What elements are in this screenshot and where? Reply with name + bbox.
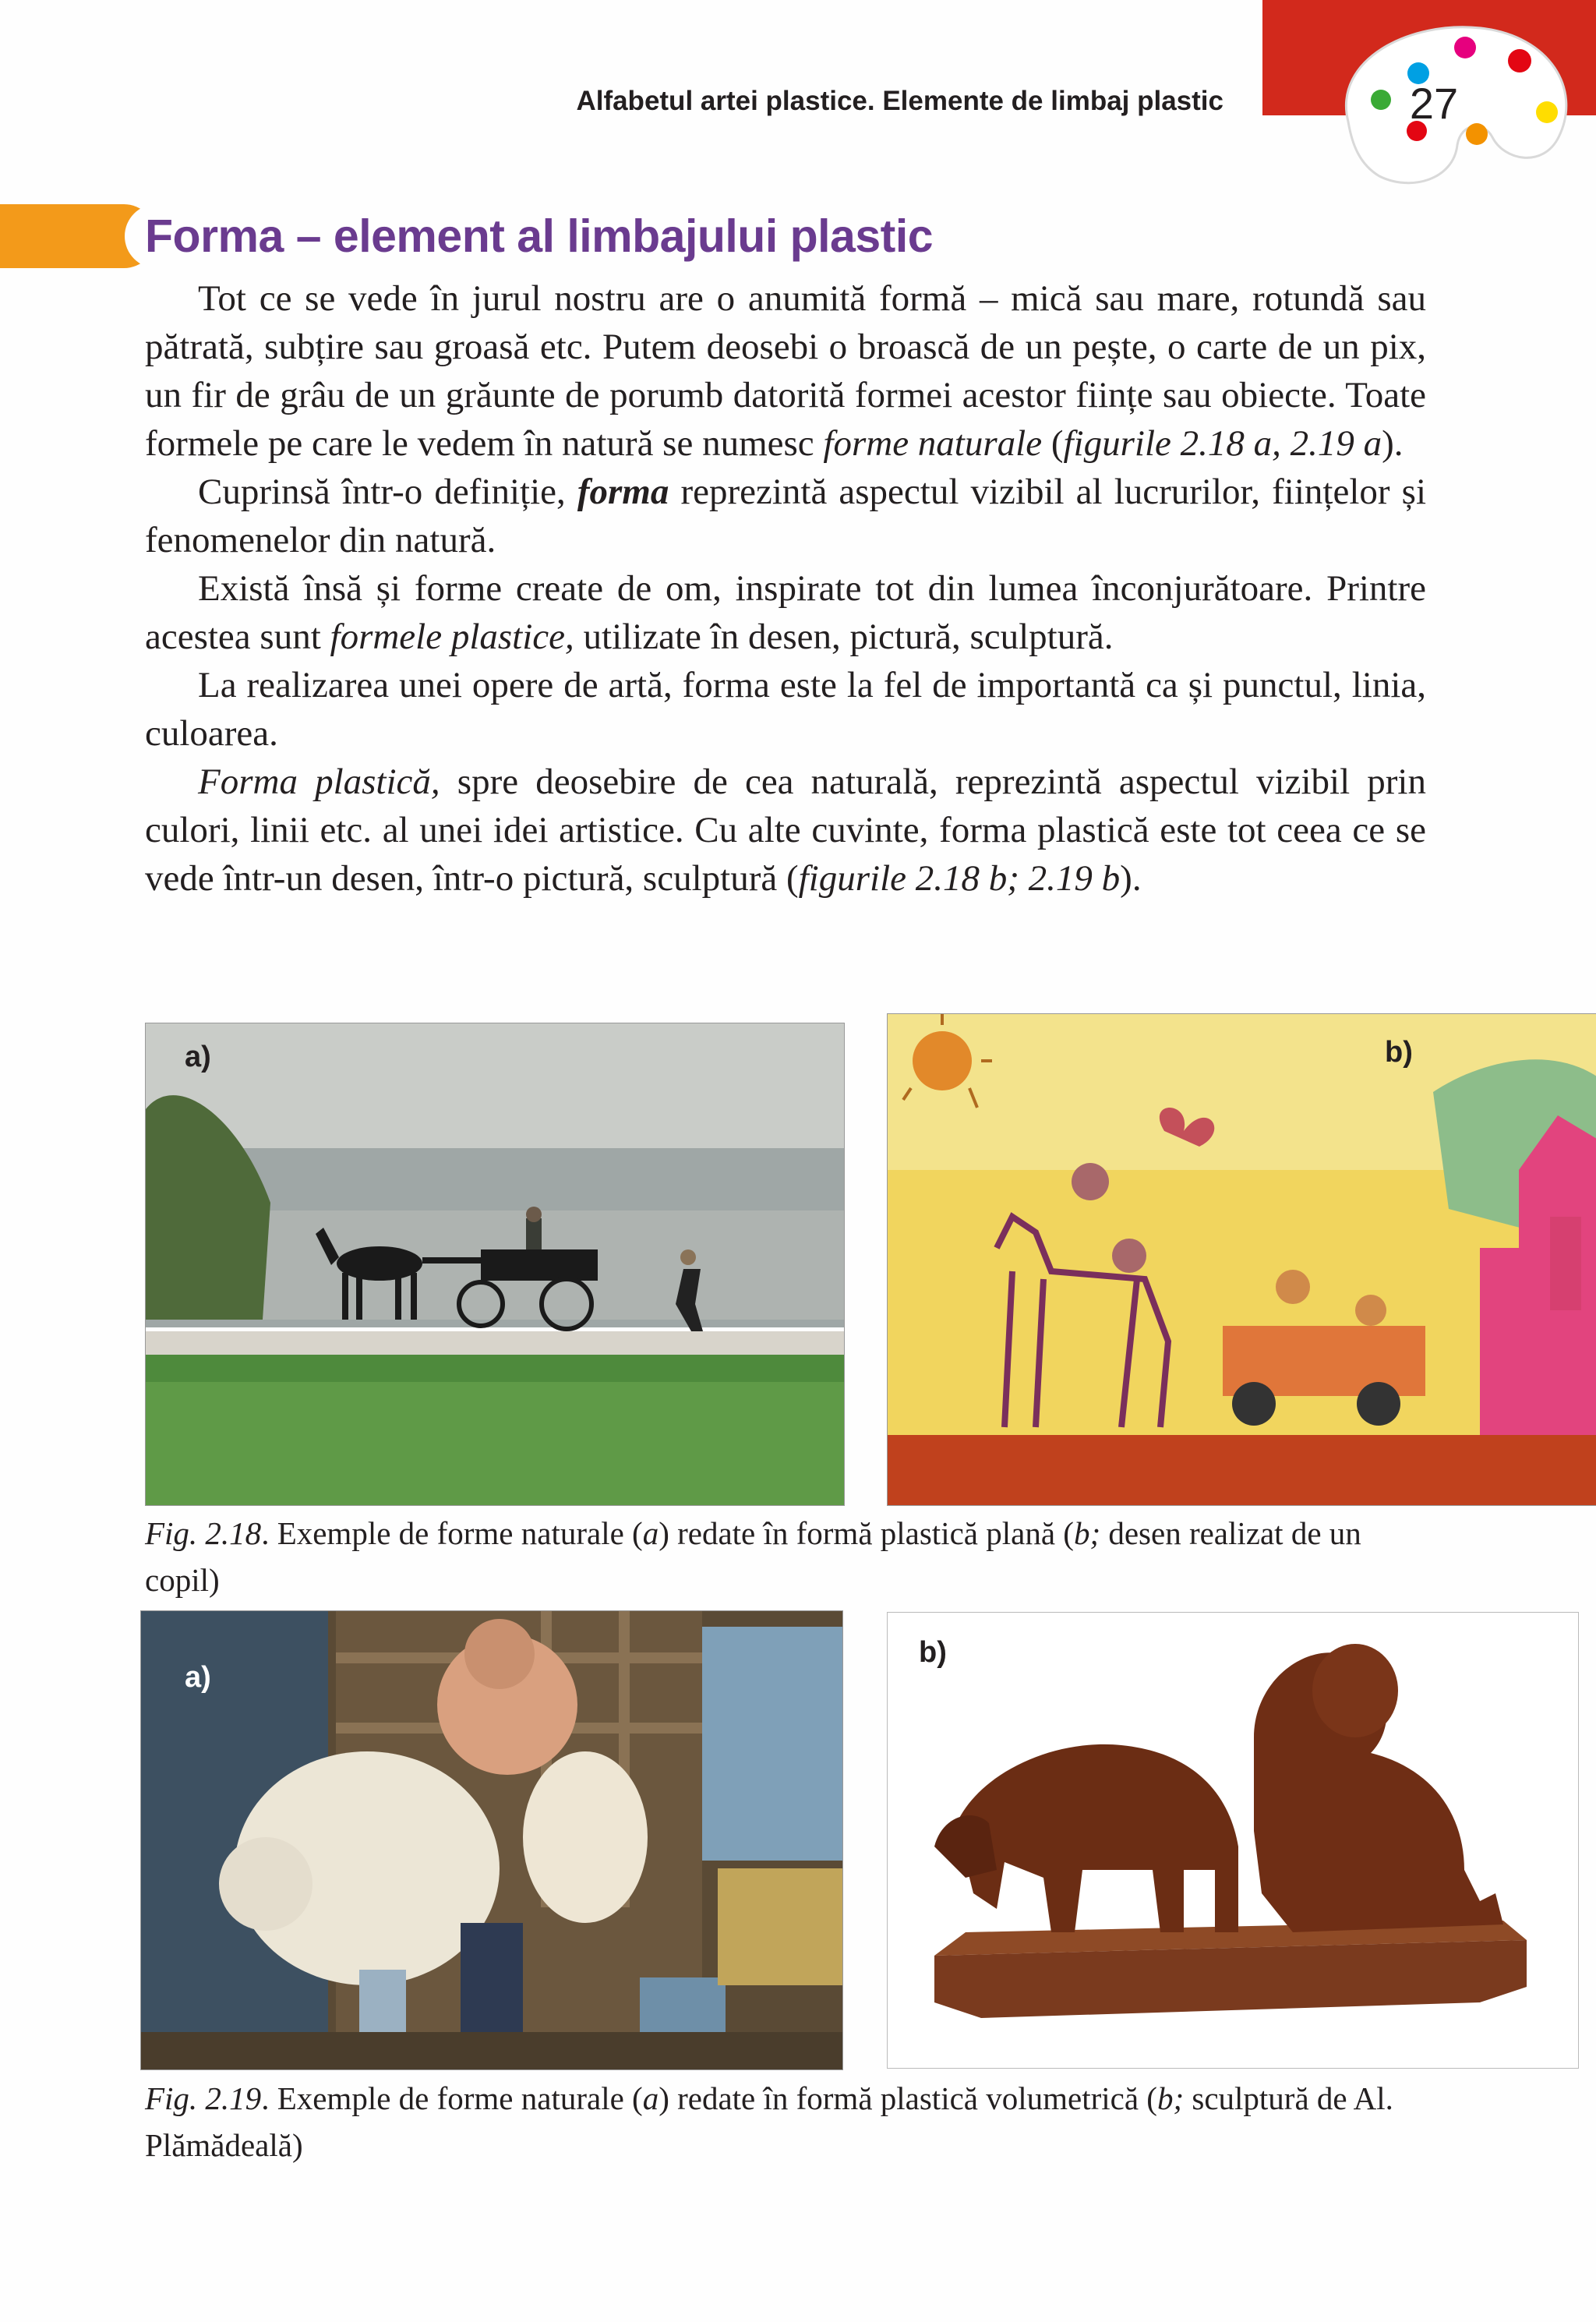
figure-caption: Fig. 2.18. Exemple de forme naturale (a) redate în formă plastică plană (b; desen realizat de un copil)	[145, 1515, 1361, 1598]
paragraph: Cuprinsă într-o definiție, forma reprezintă aspectul vizibil al lucrurilor, ființelor și fenomenelor din natură.	[145, 472, 1426, 560]
paragraph: La realizarea unei opere de artă, forma este la fel de importantă ca și punctul, linia, culoarea.	[145, 665, 1426, 754]
figure-label: a)	[185, 1661, 211, 1694]
chapter-title: Alfabetul artei plastice. Elemente de limbaj plastic	[576, 86, 1223, 116]
photo-sheep-milking	[140, 1610, 843, 2070]
figure-label: b)	[1385, 1036, 1413, 1069]
section-title: Forma – element al limbajului plastic	[145, 210, 934, 262]
child-drawing	[887, 1013, 1596, 1506]
palette-dot	[1508, 49, 1531, 72]
wooden-sculpture	[887, 1612, 1579, 2069]
paragraph: Tot ce se vede în jurul nostru are o anumită formă – mică sau mare, rotundă sau pătrată, subțire sau groasă etc. Putem deosebi o broască de un pește, o carte de un pix, un fir de grâu de un grăunte de porumb datorită formei acestor ființe sau obiecte. Toate formele pe care le vedem în natură se numesc forme naturale (figurile 2.18 a, 2.19 a).	[145, 278, 1426, 464]
page-number: 27	[1409, 79, 1459, 128]
paragraph: Forma plastică, spre deosebire de cea naturală, reprezintă aspectul vizibil prin culori, linii etc. al unei idei artistice. Cu alte cuvinte, forma plastică este tot ceea ce se vede într-un desen, într-o pictură, sculptură (figurile 2.18 b; 2.19 b).	[145, 762, 1426, 899]
body-text	[145, 274, 1426, 903]
figure-label: b)	[919, 1636, 947, 1669]
palette-dot	[1536, 101, 1558, 123]
palette-dot	[1454, 37, 1476, 58]
figure-label: a)	[185, 1041, 211, 1073]
photo-horse-cart	[145, 1023, 845, 1506]
figure-caption: Fig. 2.19. Exemple de forme naturale (a) redate în formă plastică volumetrică (b; sculptură de Al. Plămădeală)	[145, 2080, 1393, 2163]
paragraph: Există însă și forme create de om, inspirate tot din lumea înconjurătoare. Printre acestea sunt formele plastice, utilizate în desen, pictură, sculptură.	[145, 568, 1426, 657]
